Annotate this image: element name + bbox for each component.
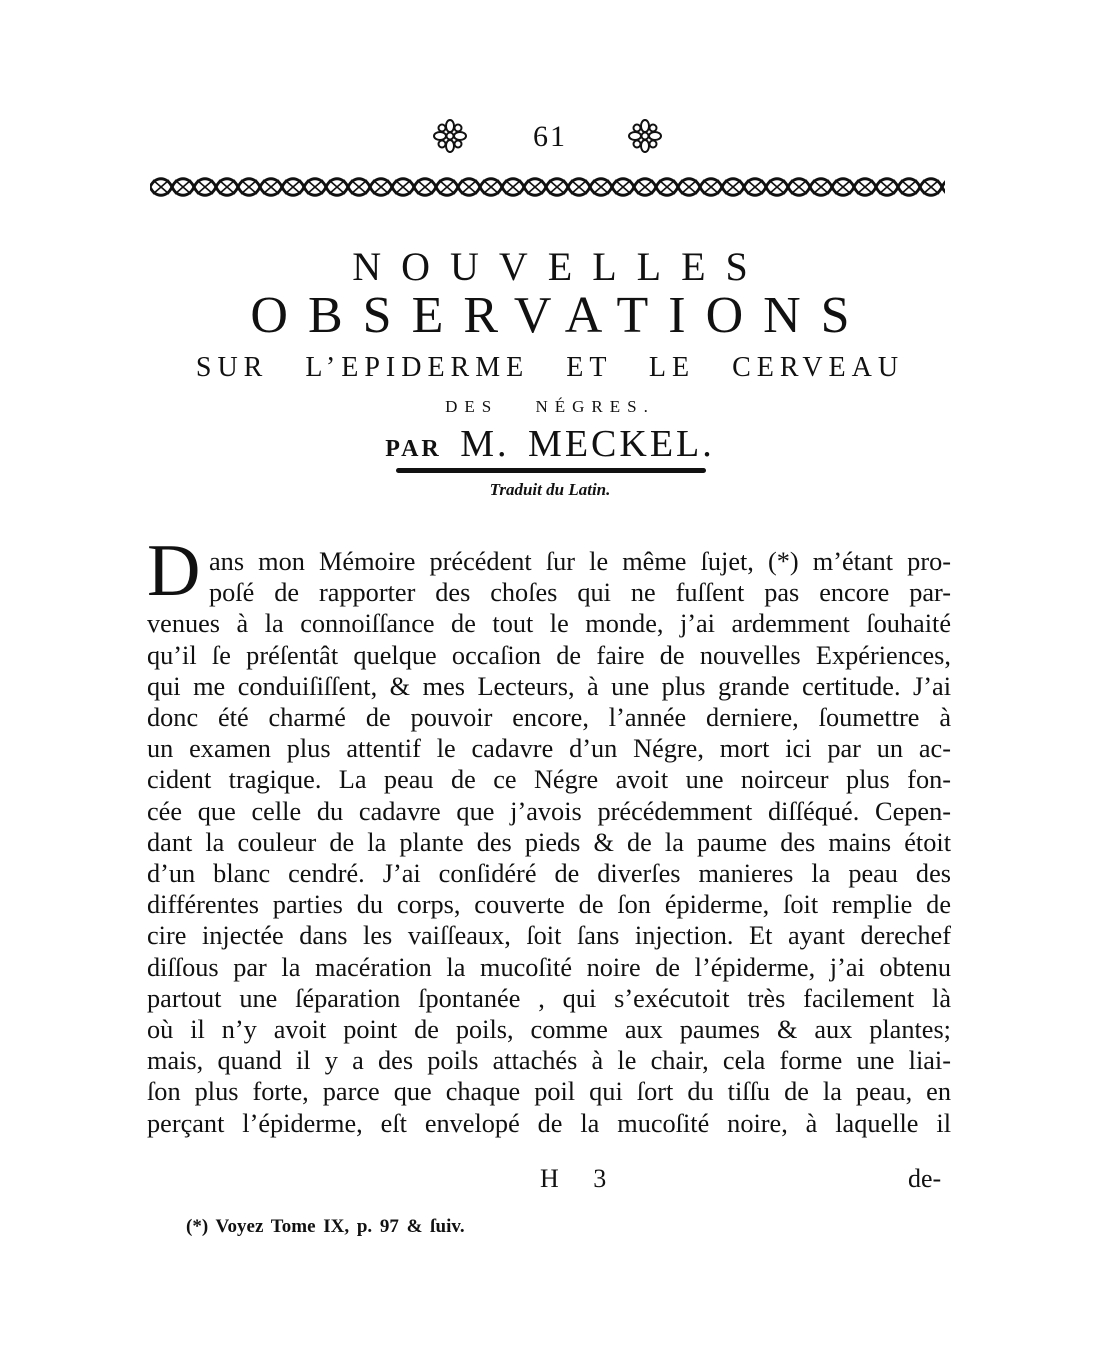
body-line: différentes parties du corps, couverte de ſon épiderme, ſoit remplie de — [147, 890, 951, 920]
title-line-1: NOUVELLES — [352, 244, 768, 289]
author-name: M. MECKEL. — [460, 423, 715, 465]
author-line — [0, 422, 1100, 466]
author-prefix: PAR — [385, 436, 442, 462]
body-line: qu’il ſe préſentât quelque occaſion de faire de nouvelles Expériences, — [147, 640, 951, 670]
title-line-2: OBSERVATIONS — [250, 287, 870, 344]
floral-ornament-icon — [432, 118, 468, 154]
body-line: où il n’y avoit point de poils, comme aux paumes & aux plantes; — [147, 1015, 951, 1045]
title-line-3: SUR L’EPIDERME ET LE CERVEAU — [195, 352, 905, 383]
body-line: poſé de rapporter des choſes qui ne fuſſent pas encore par- — [209, 578, 951, 608]
page-footer — [0, 1164, 1100, 1194]
body-line: ans mon Mémoire précédent ſur le même ſujet, (*) m’étant pro- — [209, 547, 951, 576]
body-line: cire injectée dans les vaiſſeaux, ſoit ſans injection. Et ayant derechef — [147, 921, 951, 951]
title-line-4: DES NÉGRES. — [445, 397, 655, 416]
body-line: cident tragique. La peau de ce Négre avoit une noirceur plus fon- — [147, 765, 951, 795]
title-rule — [396, 468, 706, 473]
body-line: ſon plus forte, parce que chaque poil qui ſort du tiſſu de la peau, en — [147, 1077, 951, 1107]
signature-mark: H 3 — [540, 1164, 621, 1193]
chain-border-icon — [150, 174, 945, 200]
body-line: mais, quand il y a des poils attachés à le chair, cela forme une liai- — [147, 1046, 951, 1076]
body-text — [147, 546, 951, 1139]
body-line: un examen plus attentif le cadavre d’un Négre, mort ici par un ac- — [147, 734, 951, 764]
body-line: d’un blanc cendré. J’ai conſidéré de diverſes manieres la peau des — [147, 859, 951, 889]
footnote: (*) Voyez Tome IX, p. 97 & ſuiv. — [186, 1216, 465, 1237]
body-line: donc été charmé de pouvoir encore, l’année derniere, ſoumettre à — [147, 703, 951, 733]
body-line: venues à la connoiſſance de tout le monde, j’ai ardemment ſouhaité — [147, 609, 951, 639]
body-line: perçant l’épiderme, eſt envelopé de la mucoſité noire, à laquelle il — [147, 1108, 951, 1138]
body-line: cée que celle du cadavre que j’avois précédemment diſſéqué. Cepen- — [147, 796, 951, 826]
floral-ornament-icon — [627, 118, 663, 154]
drop-cap: D — [147, 530, 201, 612]
body-line: partout une ſéparation ſpontanée , qui s’exécutoit très facilement là — [147, 983, 951, 1013]
page-number: 61 — [533, 120, 567, 153]
body-line: diſſous par la macération la mucoſité noire de l’épiderme, j’ai obtenu — [147, 952, 951, 982]
running-header — [0, 118, 1100, 158]
catchword: de- — [908, 1164, 942, 1193]
body-line: dant la couleur de la plante des pieds & de la paume des mains étoit — [147, 827, 951, 857]
body-line: qui me conduiſiſſent, & mes Lecteurs, à une plus grande certitude. J’ai — [147, 671, 951, 701]
translator-note: Traduit du Latin. — [489, 480, 611, 499]
